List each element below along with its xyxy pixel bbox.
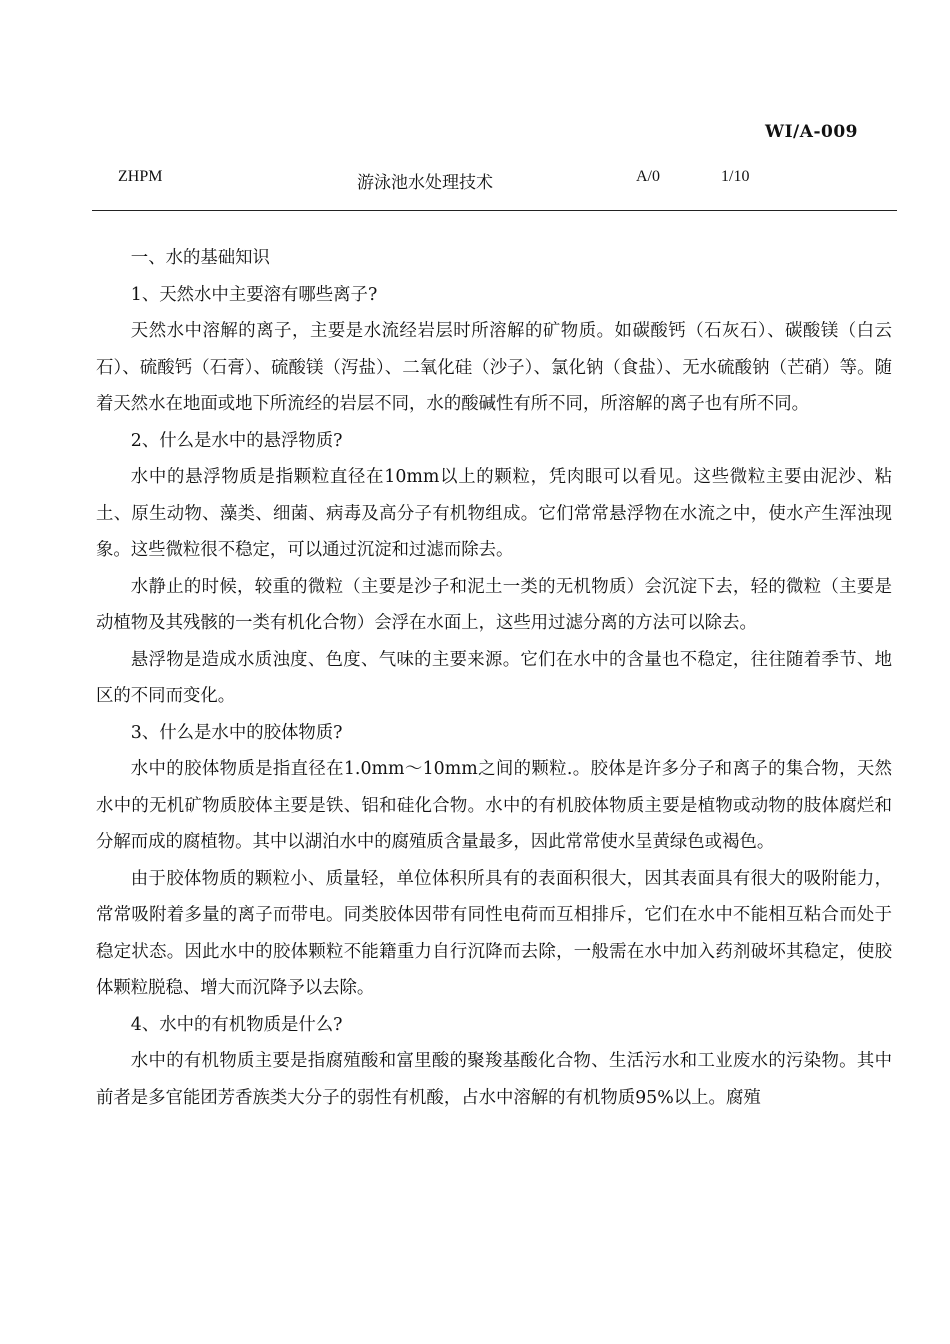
body-paragraph: 水中的悬浮物质是指颗粒直径在10mm以上的颗粒，凭肉眼可以看见。这些微粒主要由泥沙、粘土、原生动物、藻类、细菌、病毒及高分子有机物组成。它们常常悬浮物在水流之中，使水产生浑浊现象。这些微粒很不稳定，可以通过沉淀和过滤而除去。 — [96, 467, 892, 560]
question-heading: 3、什么是水中的胶体物质? — [130, 722, 343, 743]
header-page-number: 1/10 — [721, 168, 750, 185]
body-paragraph: 水中的胶体物质是指直径在1.0mm～10mm之间的颗粒.。胶体是许多分子和离子的集合物，天然水中的无机矿物质胶体主要是铁、铝和硅化合物。水中的有机胶体物质主要是植物或动物的肢体腐烂和分解而成的腐植物。其中以湖泊水中的腐殖质含量最多，因此常常使水呈黄绿色或褐色。 — [96, 759, 892, 852]
header-title: 游泳池水处理技术 — [357, 173, 493, 193]
body-paragraph: 水中的有机物质主要是指腐殖酸和富里酸的聚羧基酸化合物、生活污水和工业废水的污染物。其中前者是多官能团芳香族类大分子的弱性有机酸，占水中溶解的有机物质95%以上。腐殖 — [96, 1051, 892, 1108]
document-body — [96, 240, 892, 1116]
document-code: WI/A-009 — [765, 122, 858, 142]
question-heading: 2、什么是水中的悬浮物质? — [130, 430, 343, 451]
body-paragraph: 水静止的时候，较重的微粒（主要是沙子和泥土一类的无机物质）会沉淀下去，轻的微粒（主要是动植物及其残骸的一类有机化合物）会浮在水面上，这些用过滤分离的方法可以除去。 — [96, 576, 892, 633]
header-revision: A/0 — [636, 168, 660, 185]
page-header — [0, 168, 950, 192]
body-paragraph: 由于胶体物质的颗粒小、质量轻，单位体积所具有的表面积很大，因其表面具有很大的吸附能力，常常吸附着多量的离子而带电。同类胶体因带有同性电荷而互相排斥，它们在水中不能相互粘合而处于稳定状态。因此水中的胶体颗粒不能籍重力自行沉降而去除，一般需在水中加入药剂破坏其稳定，使胶体颗粒脱稳、增大而沉降予以去除。 — [96, 868, 892, 998]
body-paragraph: 悬浮物是造成水质浊度、色度、气味的主要来源。它们在水中的含量也不稳定，往往随着季节、地区的不同而变化。 — [96, 649, 892, 706]
question-heading: 4、水中的有机物质是什么? — [130, 1014, 343, 1035]
header-company: ZHPM — [118, 168, 163, 185]
header-divider — [92, 210, 897, 211]
section-heading: 一、水的基础知识 — [130, 248, 270, 268]
body-paragraph: 天然水中溶解的离子，主要是水流经岩层时所溶解的矿物质。如碳酸钙（石灰石）、碳酸镁（白云石）、硫酸钙（石膏）、硫酸镁（泻盐）、二氧化硅（沙子）、氯化钠（食盐）、无水硫酸钠（芒硝）等。随着天然水在地面或地下所流经的岩层不同，水的酸碱性有所不同，所溶解的离子也有所不同。 — [96, 321, 892, 414]
question-heading: 1、天然水中主要溶有哪些离子? — [130, 284, 378, 305]
